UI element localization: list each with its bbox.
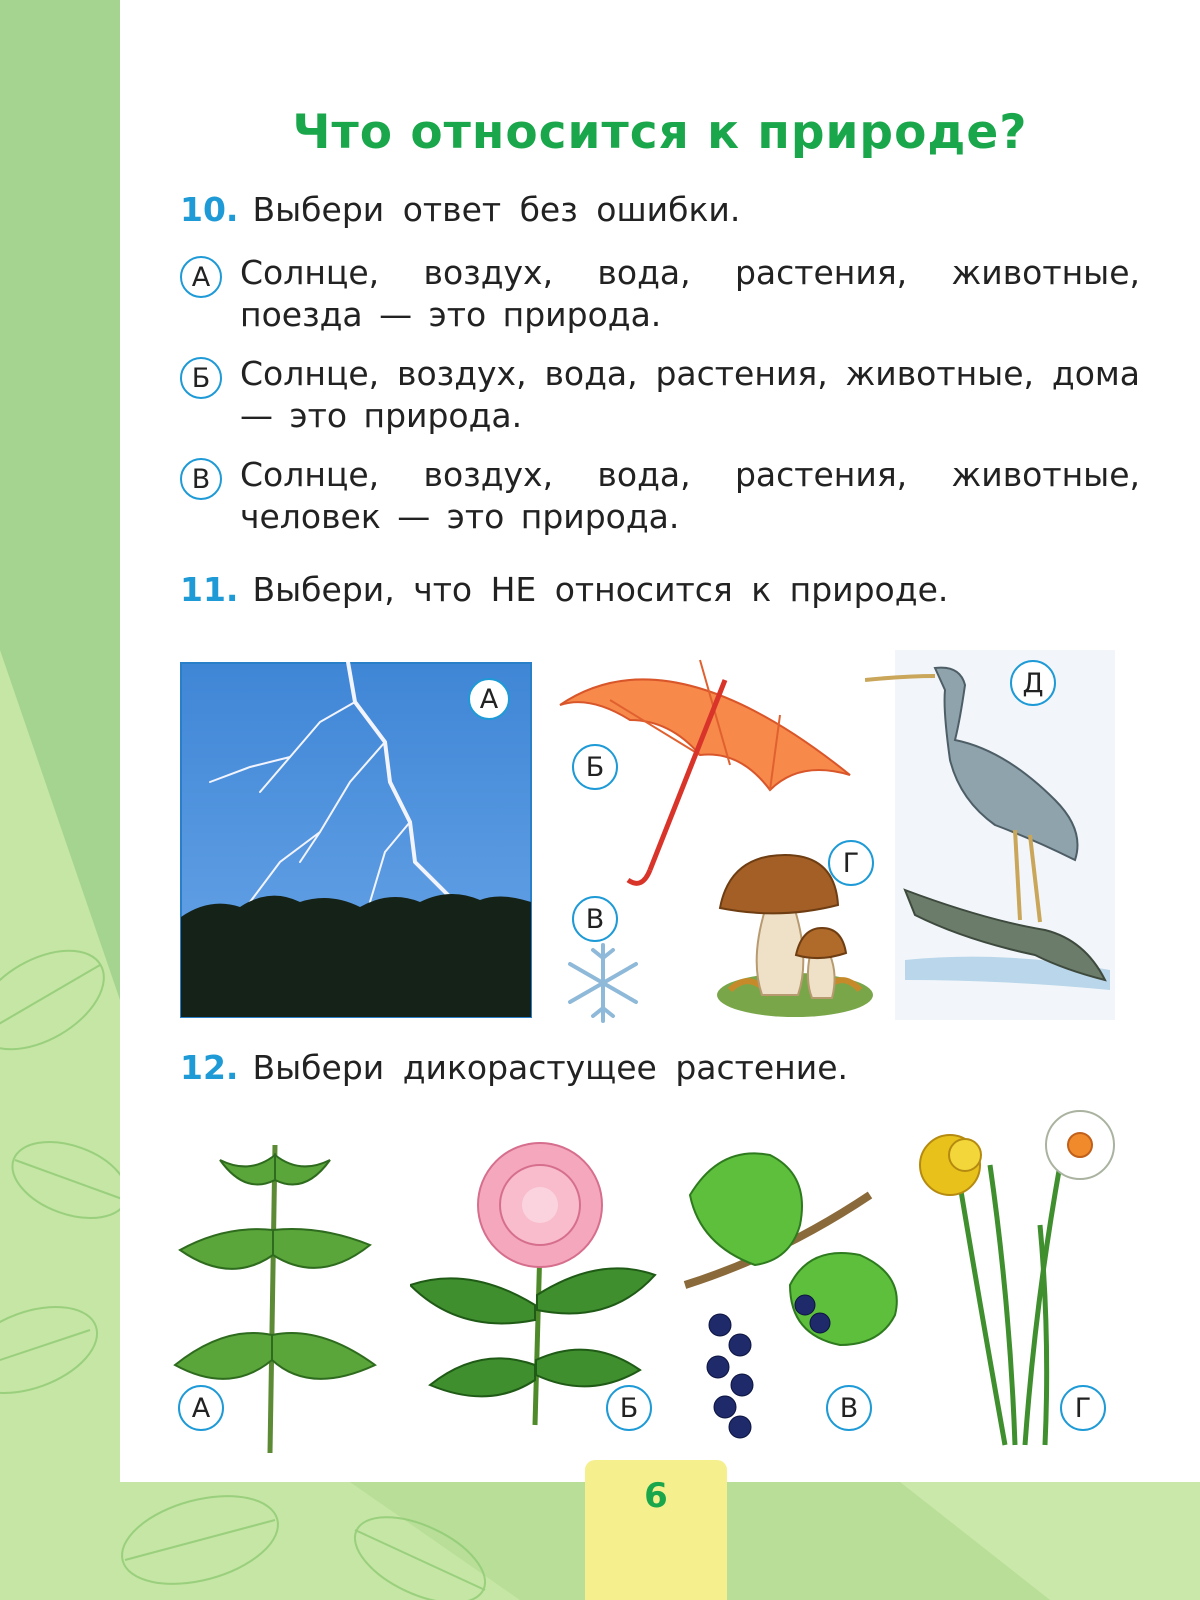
picture-letter-badge: А	[178, 1385, 224, 1431]
option-text: Солнце, воздух, вода, растения, животные, дома — это природа.	[240, 354, 1140, 435]
picture-letter-badge: Д	[1010, 660, 1056, 706]
page-number: 6	[585, 1460, 727, 1600]
question-10	[180, 190, 740, 229]
question-text: Выбери, что НЕ относится к природе.	[252, 570, 949, 609]
heron-icon	[865, 650, 1115, 1020]
picture-letter-badge: Г	[1060, 1385, 1106, 1431]
picture-letter-badge: А	[468, 678, 510, 720]
picture-heron[interactable]	[865, 650, 1115, 1020]
picture-nettle[interactable]	[170, 1135, 380, 1455]
option-text: Солнце, воздух, вода, растения, животные, поезда — это природа.	[240, 253, 1140, 334]
picture-snowflake[interactable]	[560, 940, 646, 1026]
question-number: 12.	[180, 1048, 239, 1087]
option-text: Солнце, воздух, вода, растения, животные, человек — это природа.	[240, 455, 1140, 536]
picture-daffodil[interactable]	[910, 1105, 1130, 1455]
picture-letter-badge: Б	[606, 1385, 652, 1431]
currant-icon	[680, 1135, 910, 1455]
picture-letter-badge: Б	[572, 744, 618, 790]
question-text: Выбери ответ без ошибки.	[252, 190, 741, 229]
page-sheet	[120, 0, 1200, 1482]
snowflake-icon	[560, 940, 646, 1026]
picture-peony[interactable]	[410, 1135, 660, 1455]
picture-currant[interactable]	[680, 1135, 910, 1455]
question-number: 11.	[180, 570, 239, 609]
picture-letter-badge: В	[572, 896, 618, 942]
picture-lightning[interactable]	[180, 662, 532, 1018]
question-12	[180, 1048, 848, 1087]
question-number: 10.	[180, 190, 239, 229]
option-letter-badge: А	[180, 256, 222, 298]
option-letter-badge: В	[180, 458, 222, 500]
page-title: Что относится к природе?	[292, 105, 1028, 160]
question-text: Выбери дикорастущее растение.	[252, 1048, 848, 1087]
picture-letter-badge: В	[826, 1385, 872, 1431]
option-letter-badge: Б	[180, 357, 222, 399]
picture-letter-badge: Г	[828, 840, 874, 886]
question-11	[180, 570, 948, 609]
